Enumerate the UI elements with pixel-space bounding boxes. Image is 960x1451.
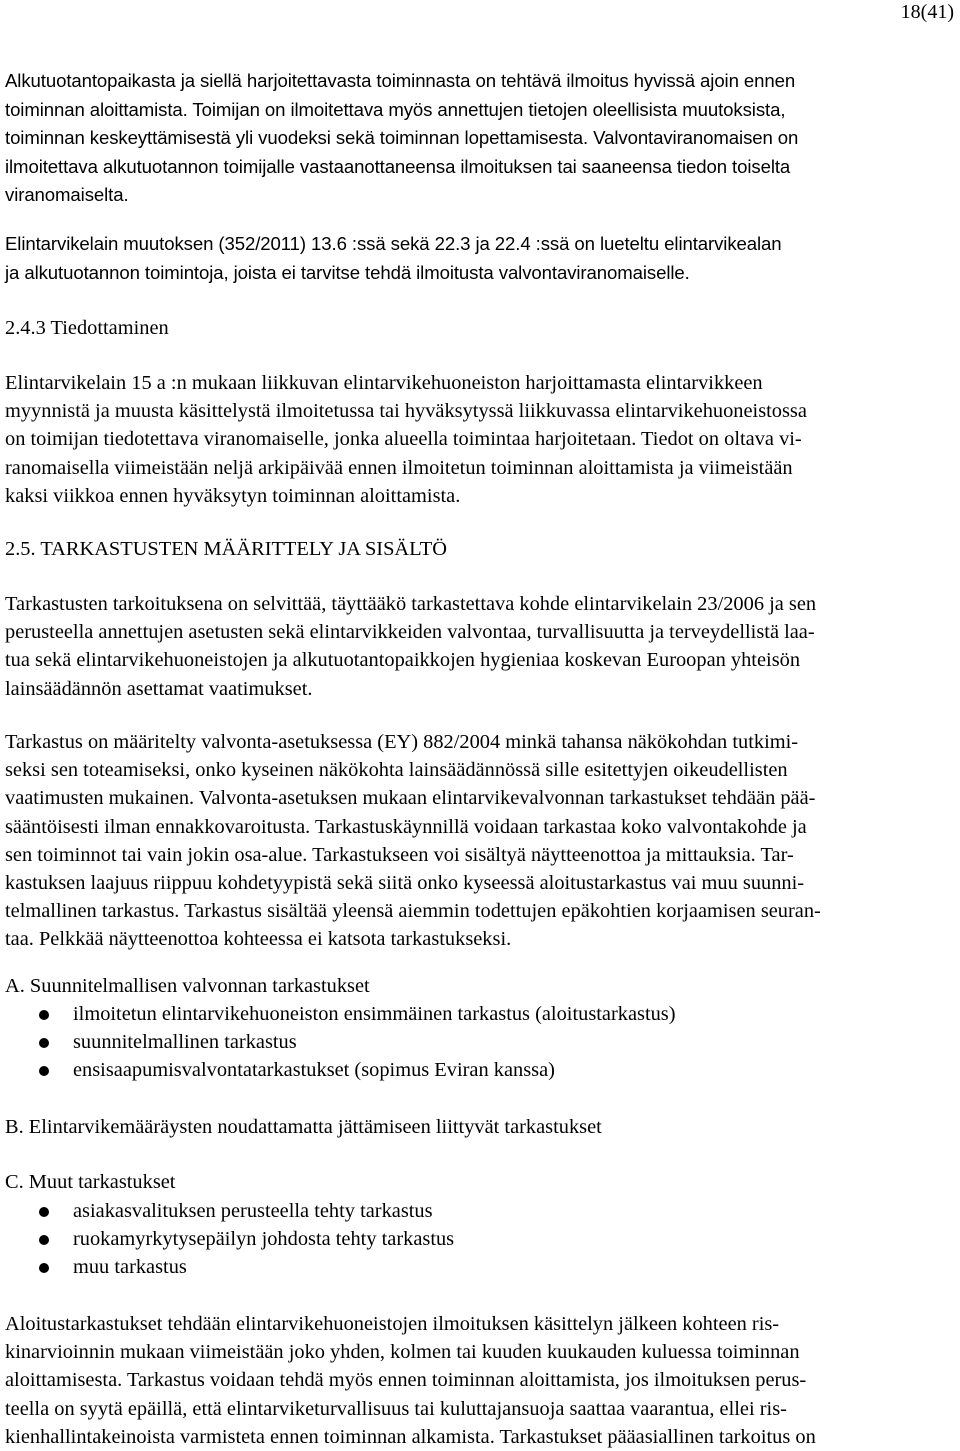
list-item: ruokamyrkytysepäilyn johdosta tehty tarkastus [5, 1225, 454, 1253]
text-line: myynnistä ja muusta käsittelystä ilmoitetussa tai hyväksytyssä liikkuvassa elintarvikehuoneistossa [5, 400, 807, 423]
list-item: suunnitelmallinen tarkastus [5, 1028, 676, 1056]
text-line: kaksi viikkoa ennen hyväksytyn toiminnan aloittamista. [5, 484, 461, 507]
list-item: asiakasvalituksen perusteella tehty tarkastus [5, 1197, 454, 1225]
text-line: Alkutuotantopaikasta ja siellä harjoitettavasta toiminnasta on tehtävä ilmoitus hyvissä ajoin ennen [5, 70, 796, 91]
bullet-icon [39, 1235, 49, 1245]
text-line: kastuksen laajuus riippuu kohdetyypistä sekä siitä onko kyseessä aloitustarkastus vai muu suunni- [5, 872, 805, 895]
list-item: muu tarkastus [5, 1253, 454, 1281]
closing-paragraph [5, 1310, 955, 1451]
section-heading-2-5: 2.5. TARKASTUSTEN MÄÄRITTELY JA SISÄLTÖ [5, 538, 447, 560]
text-line: taa. Pelkkää näytteenottoa kohteessa ei katsota tarkastukseksi. [5, 928, 512, 951]
text-line: viranomaiselta. [5, 184, 129, 205]
text-line: telmallinen tarkastus. Tarkastus sisältää yleensä aiemmin todettujen epäkohtien korjaamisen seuran- [5, 900, 821, 923]
text-line: teella on syytä epäillä, että elintarviketurvallisuus tai kuluttajansuoja saattaa vaarantua, ellei ris- [5, 1397, 787, 1420]
text-line: tua sekä elintarvikehuoneistojen ja alkutuotantopaikkojen hygieniaa koskevan Euroopan yhteisön [5, 649, 801, 672]
text-line: perusteella annettujen asetusten sekä elintarvikkeiden valvontaa, turvallisuutta ja terveydellistä laa- [5, 621, 815, 644]
text-line: Tarkastus on määritelty valvonta-asetuksessa (EY) 882/2004 minkä tahansa näkökohdan tutkimi- [5, 731, 799, 753]
group-c-heading: C. Muut tarkastukset [5, 1171, 176, 1193]
intro-paragraph [5, 67, 955, 210]
text-line: toiminnan aloittamista. Toimijan on ilmoitettava myös annettujen tietojen oleellisista muutoksista, [5, 98, 786, 120]
text-line: vaatimusten mukainen. Valvonta-asetuksen mukaan elintarvikevalvonnan tarkastukset tehdään pää- [5, 787, 816, 810]
definition-paragraph [5, 728, 955, 954]
page-number: 18(41) [900, 1, 954, 23]
bullet-icon [39, 1038, 49, 1048]
text-line: aloittamisesta. Tarkastus voidaan tehdä myös ennen toiminnan aloittamista, jos ilmoituksen perus- [5, 1369, 807, 1392]
text-line: Aloitustarkastukset tehdään elintarvikehuoneistojen ilmoituksen käsittelyn jälkeen kohteen ris- [5, 1313, 780, 1335]
text-line: ilmoitettava alkutuotannon toimijalle vastaanottaneensa ilmoituksen tai saaneensa tiedon toiselta [5, 155, 791, 177]
text-line: ja alkutuotannon toimintoja, joista ei tarvitse tehdä ilmoitusta valvontaviranomaiselle. [5, 261, 690, 283]
text-line: kienhallintakeinoista varmisteta ennen toiminnan alkamista. Tarkastukset pääasiallinen tarkoitus on [5, 1425, 816, 1448]
section-heading-2-4-3: 2.4.3 Tiedottaminen [5, 317, 169, 339]
bullet-icon [39, 1263, 49, 1273]
group-a-list [5, 1000, 676, 1085]
text-line: on toimijan tiedotettava viranomaiselle, jonka alueella toimintaa harjoitetaan. Tiedot on oltava vi- [5, 428, 802, 451]
group-a-heading: A. Suunnitelmallisen valvonnan tarkastukset [5, 975, 370, 997]
bullet-icon [39, 1066, 49, 1076]
text-line: Elintarvikelain muutoksen (352/2011) 13.6 :ssä sekä 22.3 ja 22.4 :ssä on lueteltu elintarvikealan [5, 233, 782, 254]
bullet-icon [39, 1207, 49, 1217]
group-b-heading: B. Elintarvikemääräysten noudattamatta jättämiseen liittyvät tarkastukset [5, 1116, 602, 1138]
bullet-icon [39, 1010, 49, 1020]
tiedottaminen-paragraph [5, 369, 955, 510]
text-line: toiminnan keskeyttämisestä yli vuodeksi sekä toiminnan lopettamisesta. Valvontaviranomaisen on [5, 127, 799, 148]
law-reference-paragraph [5, 230, 955, 287]
list-item: ilmoitetun elintarvikehuoneiston ensimmäinen tarkastus (aloitustarkastus) [5, 1000, 676, 1028]
text-line: lainsäädännön asettamat vaatimukset. [5, 677, 313, 700]
text-line: sääntöisesti ilman ennakkovaroitusta. Tarkastuskäynnillä voidaan tarkastaa koko valvontakohde ja [5, 815, 807, 838]
text-line: ranomaisella viimeistään neljä arkipäivää ennen ilmoitetun toiminnan aloittamista ja viimeistään [5, 456, 793, 479]
list-item: ensisaapumisvalvontatarkastukset (sopimus Eviran kanssa) [5, 1056, 676, 1084]
group-c-list [5, 1197, 454, 1282]
purpose-paragraph [5, 590, 955, 703]
text-line: Tarkastusten tarkoituksena on selvittää, täyttääkö tarkastettava kohde elintarvikelain 23/2006 ja sen [5, 593, 817, 615]
text-line: sen toiminnot tai vain jokin osa-alue. Tarkastukseen voi sisältyä näytteenottoa ja mittauksia. Tar- [5, 843, 794, 866]
text-line: Elintarvikelain 15 a :n mukaan liikkuvan elintarvikehuoneiston harjoittamasta elintarvikkeen [5, 372, 763, 394]
text-line: seksi sen toteamiseksi, onko kyseinen näkökohta lainsäädännössä sille esitettyjen oikeudellisten [5, 759, 788, 782]
text-line: kinarvioinnin mukaan viimeistään joko yhden, kolmen tai kuuden kuukauden kuluessa toiminnan [5, 1341, 800, 1364]
